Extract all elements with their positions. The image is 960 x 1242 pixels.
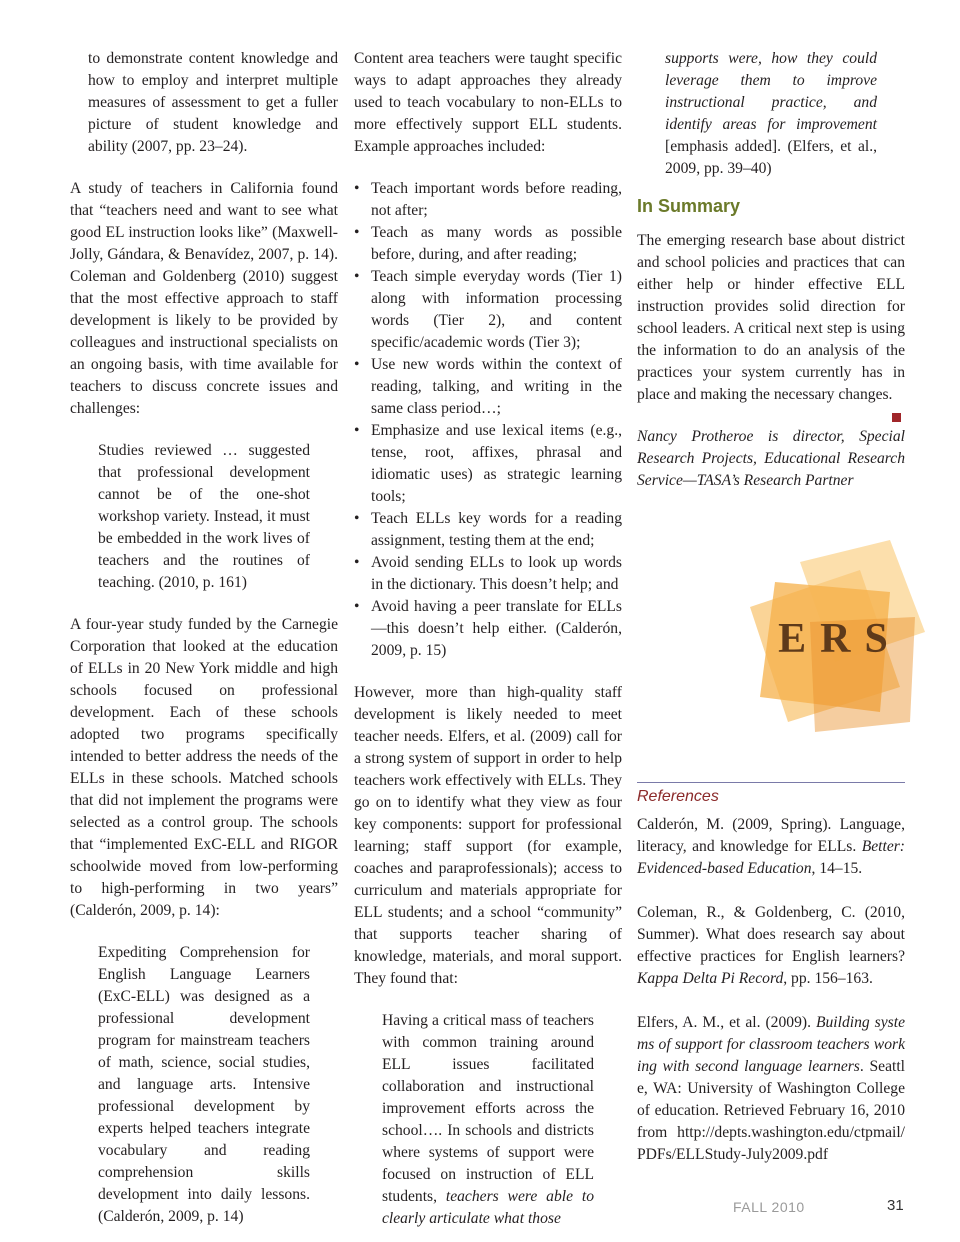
column-left [70,48,338,1228]
list-item: • Avoid sending ELLs to look up words in the dictionary. This doesn’t help; and [354,552,622,596]
reference-text: Elfers, A. M., et al. (2009). [637,1014,816,1031]
summary-text: The emerging research base about district and school policies and practices that can either help or hinder effective ELL instruction provides solid direction for school leaders. A critical next step is using the information to do an analysis of the practices your system currently has in place and making the necessary changes. [637,232,905,403]
list-item: • Emphasize and use lexical items (e.g., tense, root, affixes, phrasal and idiomatic uses) as strategic learning tools; [354,420,622,508]
reference-details: . Seattle, WA: University of Washington College of education. Retrieved February 16, 2010 from http://depts.washington.edu/ctpmail/PDFs/ELLStudy-July2009.pdf [637,1058,905,1163]
reference-text: Coleman, R., & Goldenberg, C. (2010, Summer). What does research say about effective practices for English learners? [637,904,905,965]
block-quote-elfers [382,1010,594,1230]
reference-text: Calderón, M. (2009, Spring). Language, literacy, and knowledge for ELLs. [637,816,905,855]
author-byline: Nancy Protheroe is director, Special Research Projects, Educational Research Service—TASA’s Research Partner [637,428,905,489]
paragraph-approaches-intro: Content area teachers were taught specific ways to adapt approaches they already used to teach vocabulary to non-ELLs to more effectively support ELL students. Example approaches included: [354,50,622,155]
quote-emphasis: supports were, how they could leverage them to improve instructional practice, and identify areas for improvement [665,50,877,133]
column-right [637,48,905,492]
reference-title: Kappa Delta Pi Record [637,970,784,987]
list-item: • Teach important words before reading, not after; [354,178,622,222]
references-section [637,786,905,1188]
quote-text: Having a critical mass of teachers with common training around ELL issues facilitated collaboration and instructional improvement efforts across the school…. In schools and districts where systems of support were focused on instruction of ELL students, [382,1012,594,1205]
reference-pages: , 14–15. [811,860,863,877]
quote-continuation: to demonstrate content knowledge and how to employ and interpret multiple measures of assessment to get a fuller picture of student knowledge and ability (2007, pp. 23–24). [88,50,338,155]
footer-issue: FALL 2010 [733,1199,805,1215]
reference-calderon [637,814,905,880]
references-rule [637,782,905,783]
ers-logo [740,522,940,772]
quote-citation: [emphasis added]. (Elfers, et al., 2009, pp. 39–40) [665,138,877,177]
list-item: • Teach as many words as possible before, during, and after reading; [354,222,622,266]
reference-elfers [637,1012,905,1166]
list-item: • Teach ELLs key words for a reading assignment, testing them at the end; [354,508,622,552]
paragraph-carnegie-study: A four-year study funded by the Carnegie Corporation that looked at the education of ELLs in 20 New York middle and high schools focused on professional development. Each of these schools adopted two programs specifically intended to better address the needs of the ELLs in these schools. Matched schools that did not implement the programs were selected as a control group. The schools that “implemented ExC-ELL and RIGOR schoolwide moved from low-performing to high-performing in two years” (Calderón, 2009, p. 14): [70,616,338,919]
paragraph-however: However, more than high-quality staff development is likely needed to meet teacher needs. Elfers, et al. (2009) call for a strong system of support in order to help teachers work effectively with ELLs. They go on to identify what they view as four key components: support for professional learning; staff support (for example, coaches and paraprofessionals); access to curriculum and materials appropriate for ELL students; and a school “community” that supports teacher sharing of knowledge, materials, and moral support. They found that: [354,684,622,987]
paragraph-california-study: A study of teachers in California found that “teachers need and want to see what good EL instruction looks like” (Maxwell-Jolly, Gándara, & Benavídez, 2007, p. 14). Coleman and Goldenberg (2010) suggest that the most effective approach to staff development is likely to be provided by colleagues and instructional specialists on an ongoing basis, with time available for teachers to discuss concrete issues and challenges: [70,180,338,417]
block-quote-calderon: Expediting Comprehension for English Language Learners (ExC-ELL) was designed as a professional development program for mainstream teachers of math, science, social studies, and language arts. Intensive professional development by experts helped teachers integrate vocabulary and reading comprehension skills development into daily lessons. (Calderón, 2009, p. 14) [98,944,310,1225]
list-item: • Use new words within the context of reading, talking, and writing in the same class period…; [354,354,622,420]
reference-coleman [637,902,905,990]
list-item: • Avoid having a peer translate for ELLs—this doesn’t help either. (Calderón, 2009, p. 15) [354,596,622,662]
reference-pages: , pp. 156–163. [783,970,873,987]
summary-paragraph [637,230,905,406]
end-of-article-mark [892,413,901,422]
list-item: • Teach simple everyday words (Tier 1) along with information processing words (Tier 2), and content specific/academic words (Tier 3); [354,266,622,354]
block-quote-elfers-continued [665,48,877,180]
references-heading: References [637,788,719,805]
summary-heading: In Summary [637,196,741,216]
logo-text: ERS [778,616,902,662]
approaches-list [354,178,622,662]
reference-title: Building systems of support for classroom teachers working with second language learners [637,1014,905,1075]
quote-emphasis: teachers were able to clearly articulate what those [382,1188,594,1227]
reference-title: Better: Evidenced-based Education [637,838,905,877]
block-quote-coleman: Studies reviewed … suggested that professional development cannot be of the one-shot workshop variety. Instead, it must be embedded in the work lives of teachers and the routines of teaching. (2010, p. 161) [98,442,310,591]
page-number: 31 [887,1197,904,1214]
column-middle [354,48,622,1230]
